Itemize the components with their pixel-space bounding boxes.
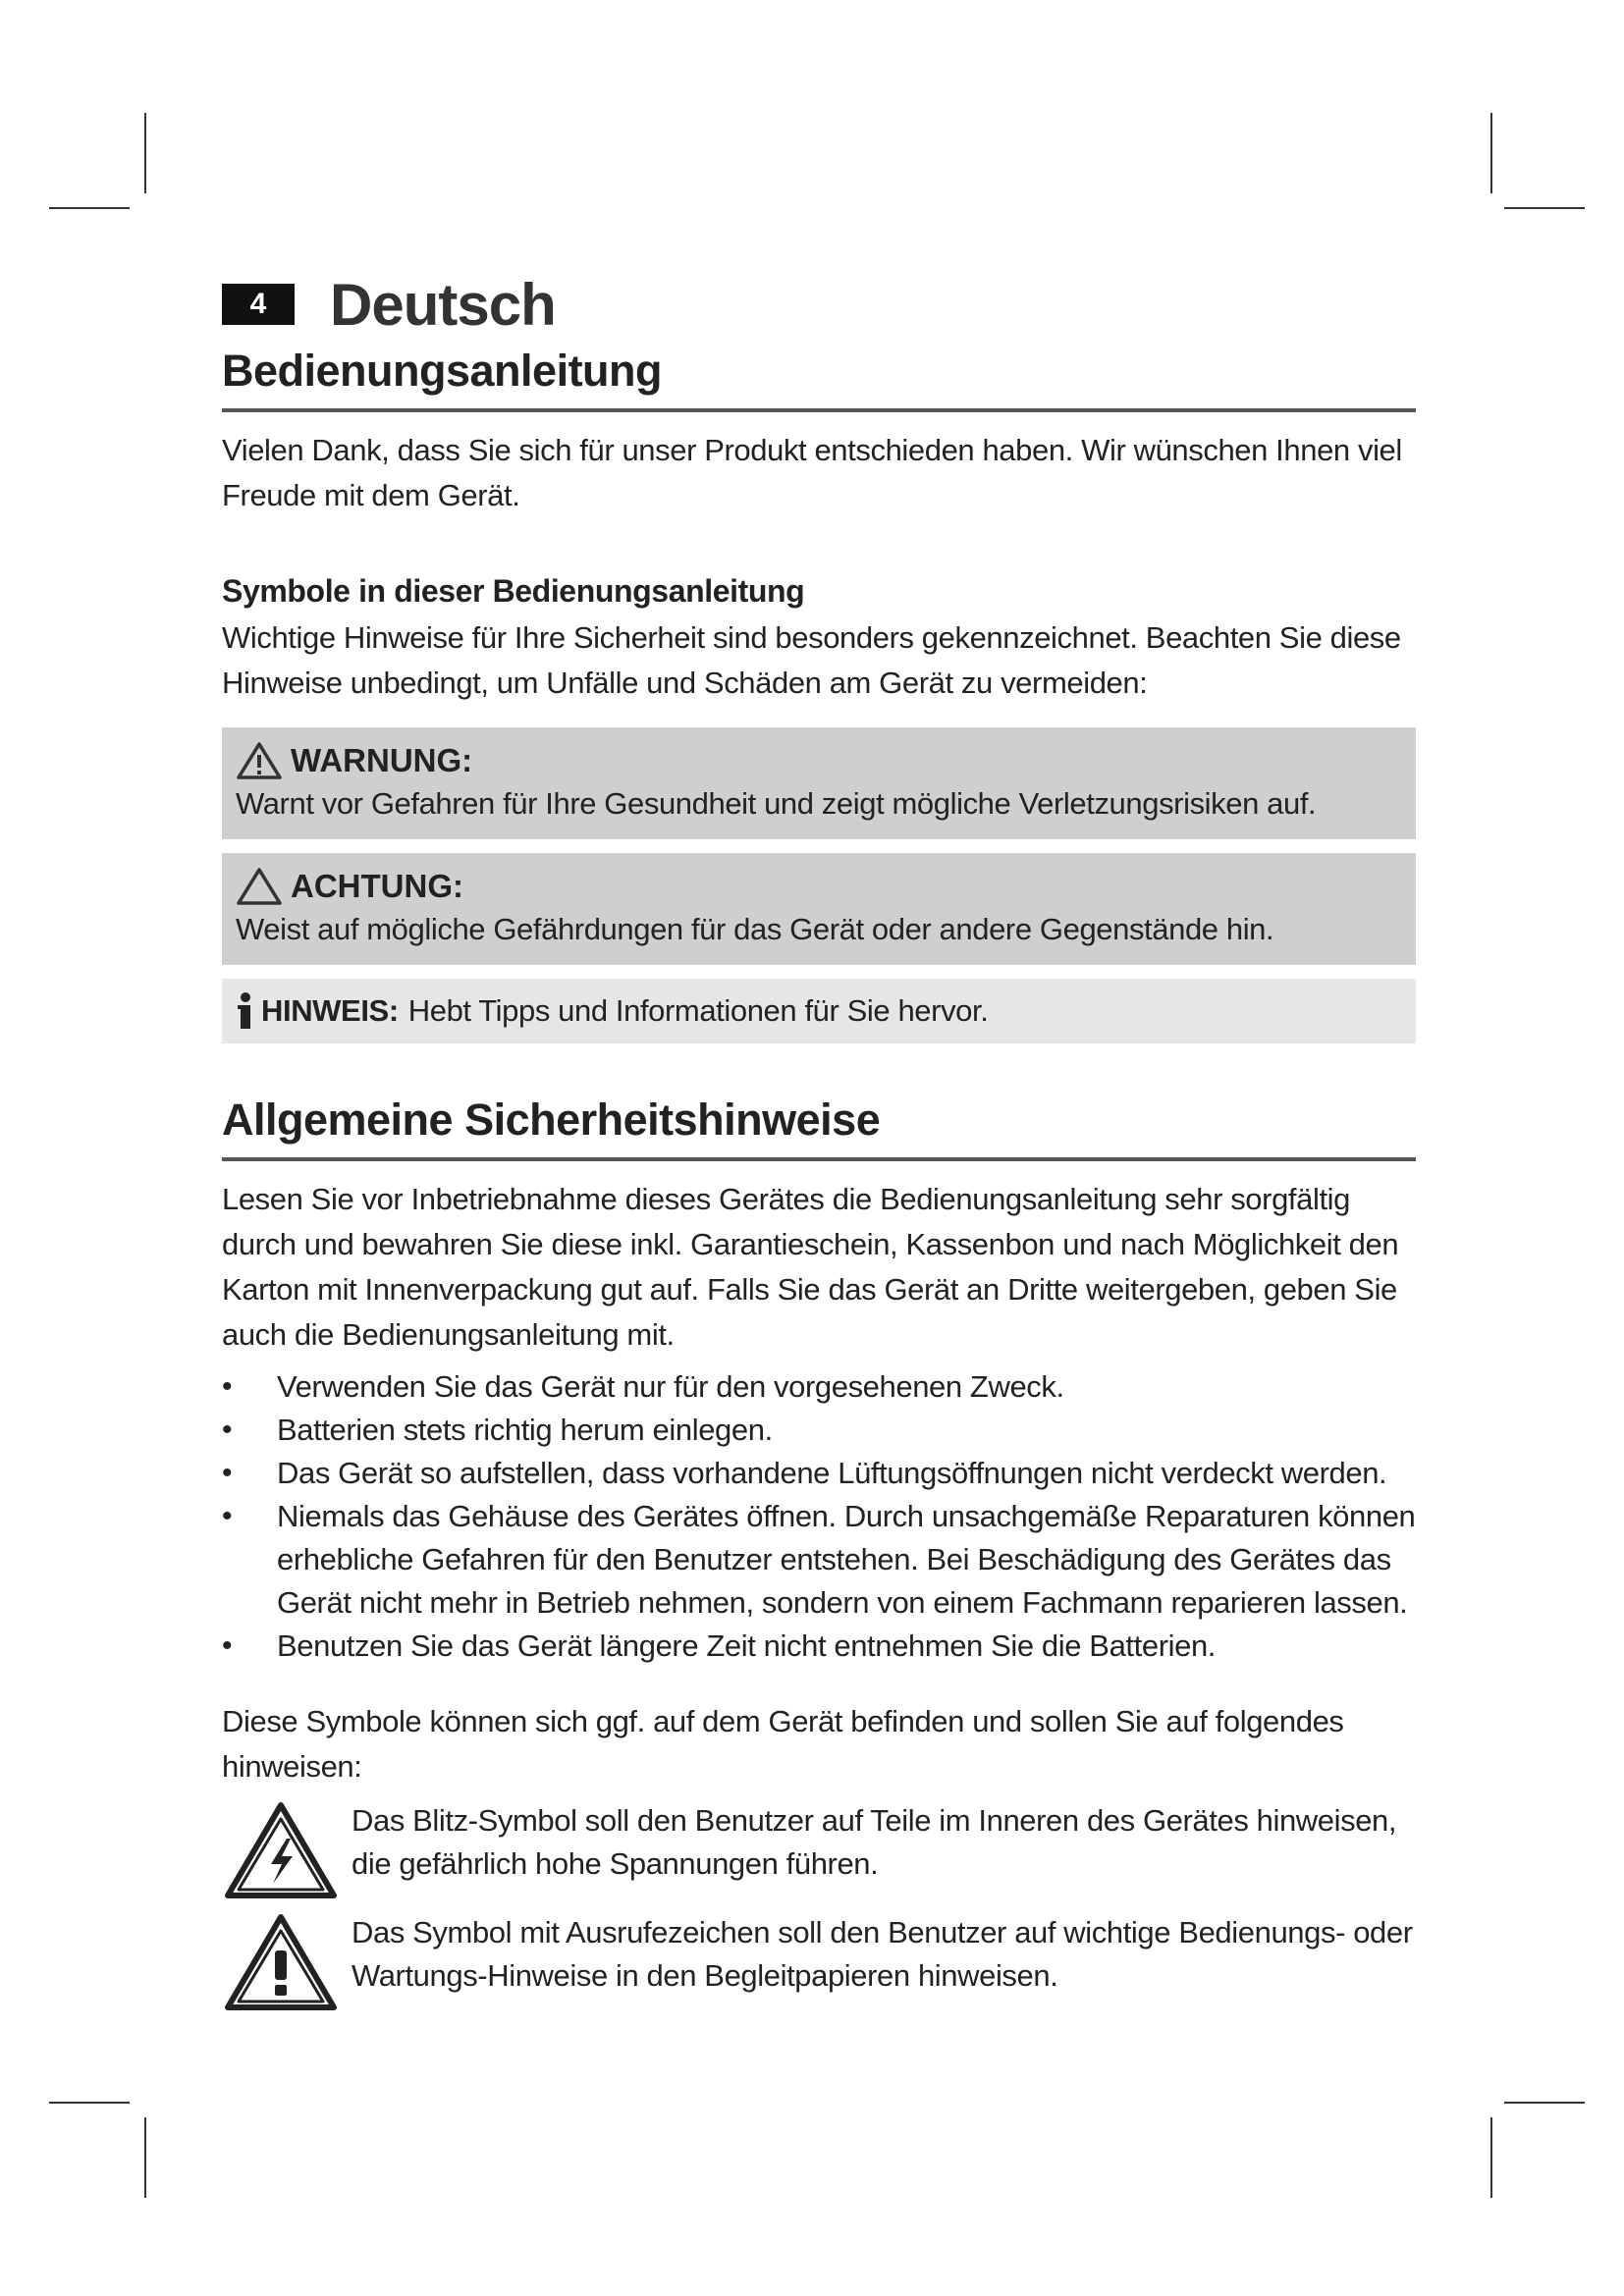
list-item <box>222 1625 1416 1668</box>
safety-intro: Lesen Sie vor Inbetriebnahme dieses Gerätes die Bedienungsanleitung sehr sorgfältig durch und bewahren Sie diese inkl. Garantieschein, Kassenbon und nach Möglichkeit den Karton mit Innenverpackung gut auf. Falls Sie das Gerät an Dritte weitergeben, geben Sie auch die Bedienungsanleitung mit. <box>222 1182 1399 1352</box>
caution-label: ACHTUNG: <box>291 868 463 904</box>
safety-list <box>222 1365 1416 1668</box>
warning-box <box>222 727 1416 839</box>
bullet-icon: • <box>222 1457 233 1489</box>
crop-mark <box>49 207 130 209</box>
list-item-text: Verwenden Sie das Gerät nur für den vorgesehenen Zweck. <box>277 1369 1064 1404</box>
page-content <box>222 265 1416 2013</box>
lightning-warning-icon <box>222 1799 352 1901</box>
symbols-heading: Symbole in dieser Bedienungsanleitung <box>222 573 805 609</box>
list-item <box>222 1452 1416 1495</box>
safety-heading: Allgemeine Sicherheitshinweise <box>222 1095 1416 1161</box>
bullet-icon: • <box>222 1500 233 1532</box>
bullet-icon: • <box>222 1629 233 1662</box>
crop-mark <box>144 2117 146 2198</box>
caution-box <box>222 853 1416 965</box>
bullet-icon: • <box>222 1414 233 1446</box>
page-number: 4 <box>222 284 295 325</box>
list-item-text: Benutzen Sie das Gerät längere Zeit nicht entnehmen Sie die Batterien. <box>277 1629 1216 1663</box>
list-item <box>222 1365 1416 1409</box>
list-item-text: Batterien stets richtig herum einlegen. <box>277 1413 773 1447</box>
language-title: Deutsch <box>330 271 556 338</box>
list-item-text: Niemals das Gehäuse des Gerätes öffnen. Durch unsachgemäße Reparaturen können erhebliche Gefahren für den Benutzer entstehen. Bei Beschädigung des Gerätes das Gerät nicht mehr in Betrieb nehmen, sondern von einem Fachmann reparieren lassen. <box>277 1499 1416 1620</box>
bullet-icon: • <box>222 1370 233 1403</box>
caution-triangle-icon <box>236 867 283 906</box>
page-title: Bedienungsanleitung <box>222 346 1416 412</box>
warning-header <box>236 739 1402 782</box>
note-label: HINWEIS: <box>261 993 399 1028</box>
crop-mark <box>144 113 146 193</box>
crop-mark <box>1490 2117 1492 2198</box>
warning-label: WARNUNG: <box>291 742 473 778</box>
info-icon <box>236 991 253 1031</box>
intro-text: Vielen Dank, dass Sie sich für unser Produkt entschieden haben. Wir wünschen Ihnen viel Freude mit dem Gerät. <box>222 433 1402 512</box>
note-text: Hebt Tipps und Informationen für Sie hervor. <box>407 993 989 1028</box>
list-item <box>222 1409 1416 1452</box>
crop-mark <box>1504 207 1585 209</box>
device-symbols-intro: Diese Symbole können sich ggf. auf dem Gerät befinden und sollen Sie auf folgendes hinweisen: <box>222 1704 1344 1784</box>
lightning-symbol-text: Das Blitz-Symbol soll den Benutzer auf Teile im Inneren des Gerätes hinweisen, die gefährlich hohe Spannungen führen. <box>352 1803 1397 1881</box>
caution-header <box>236 865 1402 908</box>
crop-mark <box>1490 113 1492 193</box>
note-box <box>222 979 1416 1043</box>
exclamation-warning-icon <box>222 1911 352 2013</box>
caution-text: Weist auf mögliche Gefährdungen für das Gerät oder andere Gegenstände hin. <box>236 912 1274 946</box>
symbols-text: Wichtige Hinweise für Ihre Sicherheit sind besonders gekennzeichnet. Beachten Sie diese Hinweise unbedingt, um Unfälle und Schäden am Gerät zu vermeiden: <box>222 620 1401 700</box>
crop-mark <box>49 2102 130 2104</box>
exclamation-symbol-row <box>222 1911 1416 2013</box>
exclamation-symbol-text: Das Symbol mit Ausrufezeichen soll den Benutzer auf wichtige Bedienungs- oder Wartungs-Hinweise in den Begleitpapieren hinweisen. <box>352 1915 1413 1993</box>
warning-text: Warnt vor Gefahren für Ihre Gesundheit und zeigt mögliche Verletzungsrisiken auf. <box>236 786 1317 821</box>
warning-triangle-icon <box>236 741 283 780</box>
language-header <box>222 265 1416 344</box>
list-item <box>222 1495 1416 1625</box>
crop-mark <box>1504 2102 1585 2104</box>
list-item-text: Das Gerät so aufstellen, dass vorhandene Lüftungsöffnungen nicht verdeckt werden. <box>277 1456 1387 1490</box>
lightning-symbol-row <box>222 1799 1416 1901</box>
